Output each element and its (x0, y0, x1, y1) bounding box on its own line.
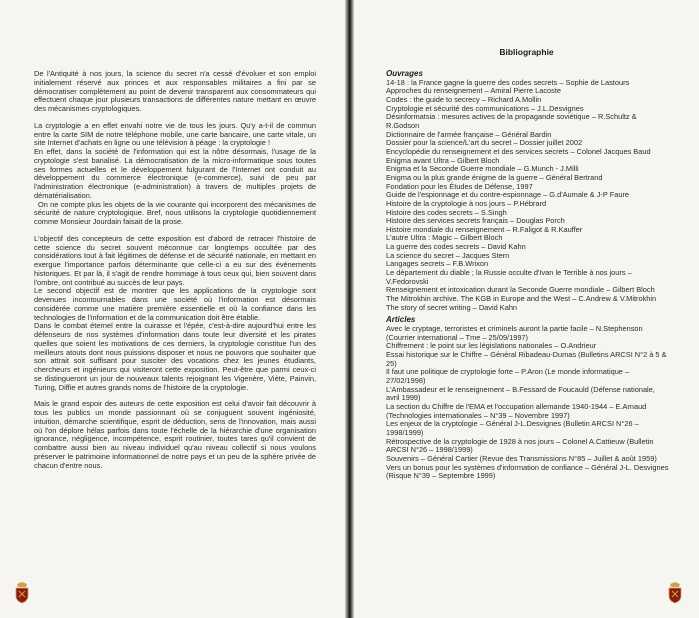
bibliography-entry: La science du secret – Jacques Stern (386, 250, 510, 260)
bibliography-entry: Essai historique sur le Chiffre – Général Ribadeau-Dumas (Bulletins ARCSI N°2 à 5 & 25) (386, 350, 667, 368)
paragraph: De l'Antiquité à nos jours, la science du secret n'a cessé d'évoluer et son emploi initialement réservé aux princes et aux responsables militaires a fini par se démocratiser complètement au point de devenir transparent aux consommateurs qui effectuent chaque jour plusieurs transactions de différentes nature mettant en œuvre des mécanismes cryptologiques. (34, 69, 316, 113)
section-heading-articles: Articles (386, 315, 416, 325)
section-heading-ouvrages: Ouvrages (386, 69, 423, 78)
bibliography-entry: Le département du diable ; la Russie occulte d'Ivan le Terrible à nos jours – V.Fedorovski (386, 268, 632, 286)
bibliography-entry: Approches du renseignement – Amiral Pierre Lacoste (386, 86, 562, 96)
bibliography-entry: 14-18 : la France gagne la guerre des codes secrets – Sophie de Lastours (386, 77, 630, 87)
bibliography-entry: Cryptologie et sécurité des communications – J.L.Desvignes (386, 103, 584, 113)
bibliography-entry: La guerre des codes secrets – David Kahn (386, 242, 526, 252)
paragraph: On ne compte plus les objets de la vie courante qui incorporent des mécanismes de sécurité de nature cryptologique. Bref, nous utilisons la cryptologie quotidiennement comme Monsieur Jourdain faisait de la prose. (34, 199, 316, 226)
bibliography-entry: Désinformatsia : mesures actives de la propagande soviétique – R.Schultz & R.Godson (386, 112, 637, 130)
bibliography-entry: Chiffrement : le point sur les législations nationales – O.Andrieur (386, 341, 597, 351)
paragraph: L'objectif des concepteurs de cette exposition est d'abord de retracer l'histoire de cette science du secret souvent méconnue car longtemps occultée par des considérations tout à fait légitimes de défense et de sécurité nationale, en mettant en exergue l'importance parfois déterminante que celle-ci a eu sur des événements historiques. Et par là, il s'agit de rendre hommage à tous ceux qui, bien souvent dans l'ombre, ont contribué au succès de leur pays. (34, 233, 316, 287)
bibliography-entry: Histoire de la cryptologie à nos jours – P.Hébrard (386, 198, 547, 208)
right-page (354, 0, 699, 618)
left-page-body (34, 70, 316, 478)
bibliography-entry: Rétrospective de la cryptologie de 1928 à nos jours – Colonel A.Cattieuw (Bulletin ARCSI N°26 – 1998/1999) (386, 436, 654, 455)
bibliography-entry: Codes : the guide to secrecy – Richard A.Mollin (386, 94, 542, 104)
bibliography-entry: Encyclopédie du renseignement et des services secrets – Colonel Jacques Baud (386, 146, 651, 156)
bibliography-entry: Les enjeux de la cryptologie – Général J-L.Desvignes (Bulletin ARCSI N°26 – 1998/1999) (386, 419, 639, 437)
bibliography (386, 70, 670, 481)
page-title: Bibliographie (499, 47, 554, 57)
bibliography-entry: Souvenirs – Général Cartier (Revue des Transmissions N°85 – Juillet & août 1959) (386, 453, 657, 463)
bibliography-entry: L'Ambassadeur et le renseignement – B.Fessard de Foucauld (Défense nationale, avril 1999) (386, 384, 655, 403)
bibliography-entry: Dictionnaire de l'armée française – Général Bardin (386, 129, 552, 139)
bibliography-entry: Il faut une politique de cryptologie forte – P.Aron (Le monde informatique – 27/02/1998) (386, 367, 630, 385)
bibliography-entry: Enigma ou la plus grande énigme de la guerre – Général Bertrand (386, 172, 603, 182)
paragraph: Dans le combat éternel entre la cuirasse et l'épée, c'est-à-dire aujourd'hui entre les défenseurs de nos systèmes d'information dans toute leur diversité et les pirates quelles que soient les motivations de ces derniers, la cryptologie constitue l'un des meilleurs atouts dont nous puissions disposer et nous ne pouvons que souhaiter que son attrait soit suffisant pour susciter des vocations chez les jeunes étudiants, chercheurs et ingénieurs qui visiteront cette exposition. Peut-être que parmi ceux-ci se distingueront un jour de nouveaux talents rejoignant les Vigenère, Viète, Painvin, Turing, Diffie et autres grands noms de l'histoire de la cryptologie. (34, 321, 316, 392)
book-gutter (345, 0, 354, 618)
bibliography-entry: Enigma et la Seconde Guerre mondiale – G.Munch - J.Milli (386, 164, 579, 174)
heraldic-crest-icon (667, 582, 683, 604)
bibliography-entry: La section du Chiffre de l'EMA et l'occupation allemande 1940-1944 – E.Arnaud (Technologies internationales – N°39 – Novembre 1997) (386, 401, 647, 420)
bibliography-entry: Histoire mondiale du renseignement – R.Faligot & R.Kauffer (386, 224, 583, 234)
articles-list (386, 325, 670, 481)
bibliography-entry: Dossier pour la science/L'art du secret – Dossier juillet 2002 (386, 138, 583, 148)
paragraph: Le second objectif est de montrer que les applications de la cryptologie sont devenues incontournables dans une société où l'information est désormais considérée comme une matière première essentielle et où la confiance dans les technologies de l'information et de la communication doit être établie. (34, 286, 316, 322)
bibliography-entry: Enigma avant Ultra – Gilbert Bloch (386, 155, 500, 165)
bibliography-entry: Fondation pour les Études de Défense, 1997 (386, 181, 533, 191)
bibliography-entry: Histoire des services secrets français – Douglas Porch (386, 216, 565, 226)
heraldic-crest-icon (14, 582, 30, 604)
paragraph: Mais le grand espoir des auteurs de cette exposition est celui d'avoir fait découvrir à tous les publics un monde passionnant où se conjuguent souvent ingéniosité, intuition, démarche scientifique, esprit de déduction, sens de l'innovation, mais aussi où l'on déplore hélas parfois dans toute l'échelle de la hiérarchie d'une organisation ignorance, négligence, incompétence, esprit routinier, toutes tares qu'il convient de combattre aussi bien au niveau individuel qu'au niveau collectif si nous voulons préserver le patrimoine informationnel de notre pays et un peu de la sphère privée de chacun d'entre nous. (34, 399, 316, 470)
bibliography-entry: The story of secret writing – David Kahn (386, 302, 518, 312)
bibliography-entry: Histoire des codes secrets – S.Singh (386, 207, 507, 217)
ouvrages-list (386, 79, 670, 313)
bibliography-entry: Langages secrets – F.B.Wrixon (386, 259, 489, 269)
bibliography-entry: The Mitrokhin archive. The KGB in Europe and the West – C.Andrew & V.Mitrokhin (386, 294, 657, 304)
left-page (0, 0, 345, 618)
paragraph: En effet, dans la société de l'information qui est la nôtre désormais, l'usage de la cryptologie s'est banalisé. La démocratisation de la micro-informatique sous toutes ses formes actuelles et le développement fulgurant de l'Internet ont conduit au développement du commerce électronique (e-commerce), suivi de peu par l'administration électronique (e-administration) à travers de multiples projets de dématérialisation. (34, 147, 316, 200)
bibliography-entry: Avec le cryptage, terroristes et criminels auront la partie facile – N.Stephenson (Courrier international – Tme – 25/09/1997) (386, 324, 643, 342)
paragraph: La cryptologie a en effet envahi notre vie de tous les jours. Qu'y a-t-il de commun entre la carte SIM de notre téléphone mobile, une carte bancaire, une carte vitale, un site Internet d'achats en ligne ou une télévision à péage : la cryptologie ! (34, 120, 316, 148)
bibliography-entry: L'autre Ultra : Magic – Gilbert Bloch (386, 233, 503, 243)
bibliography-entry: Renseignement et intoxication durant la Seconde Guerre mondiale – Gilbert Bloch (386, 285, 655, 295)
bibliography-entry: Vers un bonus pour les systèmes d'information de confiance – Général J-L. Desvignes (Risque N°39 – Septembre 1999) (386, 462, 669, 481)
bibliography-entry: Guide de l'espionnage et du contre-espionnage – G.d'Aumale & J-P Faure (386, 190, 630, 200)
